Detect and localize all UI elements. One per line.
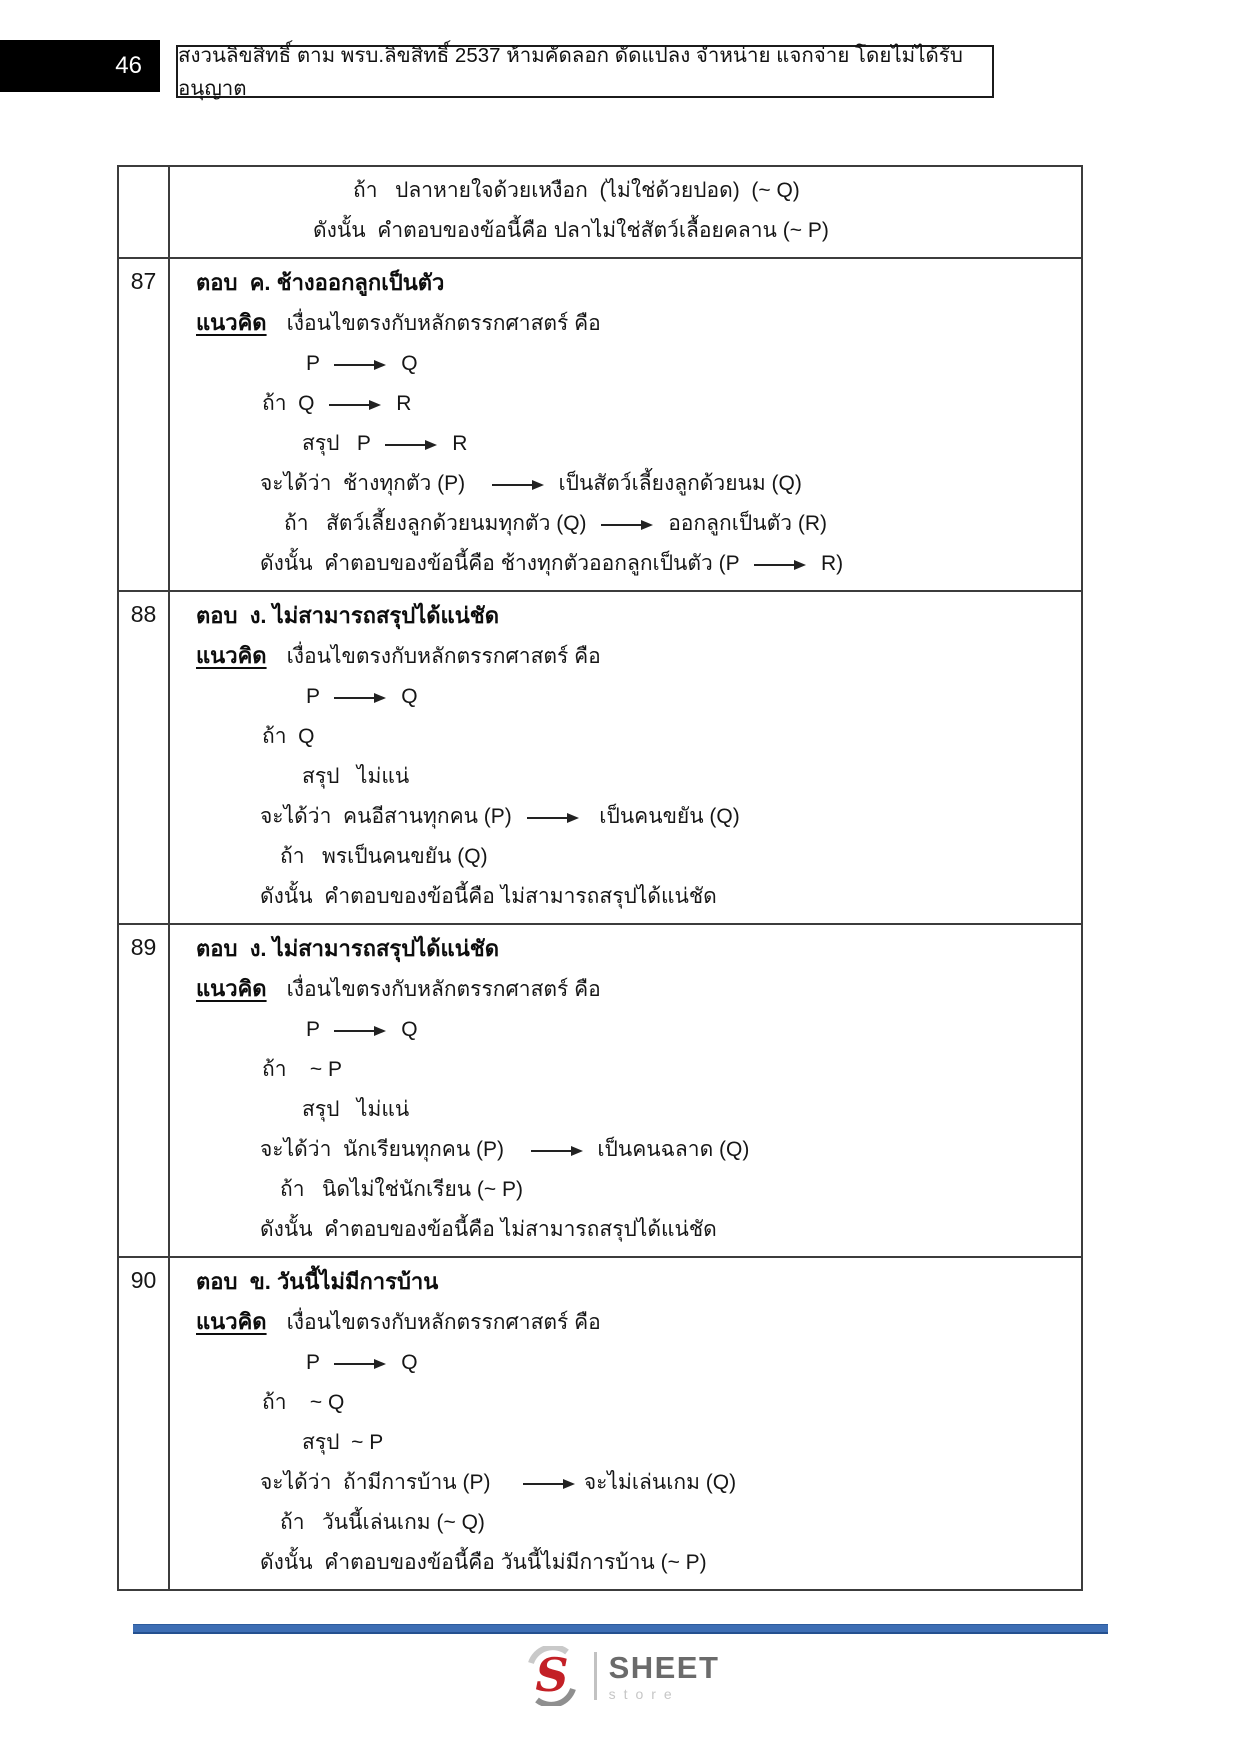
answer-line: ตอบ ข. วันนี้ไม่มีการบ้าน	[196, 1269, 439, 1294]
brand-subtitle: store	[608, 1685, 680, 1702]
right-arrow-icon	[334, 360, 386, 370]
solution-line: ถ้า นิดไม่ใช่นักเรียน (~ P)	[280, 1178, 524, 1201]
solution-line: P Q	[306, 1351, 418, 1374]
logo-divider	[594, 1652, 597, 1700]
solution-cell	[170, 259, 1081, 590]
solution-line: จะได้ว่า นักเรียนทุกคน (P) เป็นคนฉลาด (Q)	[260, 1138, 750, 1161]
right-arrow-icon	[601, 520, 653, 530]
solution-line: P Q	[306, 685, 418, 708]
right-arrow-icon	[754, 560, 806, 570]
right-arrow-icon	[492, 480, 544, 490]
table-row	[119, 1256, 1081, 1589]
concept-line	[196, 969, 1071, 1010]
solution-line: สรุป ~ P	[302, 1431, 384, 1454]
question-number: 87	[119, 259, 170, 590]
right-arrow-icon	[527, 813, 579, 823]
solution-line: สรุป ไม่แน่	[302, 765, 410, 788]
solution-line: สรุป P R	[302, 432, 468, 455]
solution-line: ถ้า ~ Q	[262, 1391, 345, 1414]
concept-label: แนวคิด	[196, 310, 267, 335]
solution-line: ดังนั้น คำตอบของข้อนี้คือ ปลาไม่ใช่สัตว์เลื้อยคลาน (~ P)	[313, 219, 829, 242]
concept-text: เงื่อนไขตรงกับหลักตรรกศาสตร์ คือ	[286, 978, 601, 1001]
solution-line: จะได้ว่า คนอีสานทุกคน (P) เป็นคนขยัน (Q)	[260, 805, 740, 828]
solution-line: ถ้า ปลาหายใจด้วยเหงือก (ไม่ใช่ด้วยปอด) (~ Q)	[353, 179, 800, 202]
concept-label: แนวคิด	[196, 1309, 267, 1334]
page-number-box	[0, 40, 160, 92]
brand-text	[608, 1649, 720, 1702]
solution-table	[117, 165, 1083, 1591]
solution-line: ดังนั้น คำตอบของข้อนี้คือ วันนี้ไม่มีการบ้าน (~ P)	[260, 1551, 707, 1574]
table-row	[119, 590, 1081, 923]
sheet-store-logo	[0, 1646, 1241, 1706]
solution-line: ถ้า พรเป็นคนขยัน (Q)	[280, 845, 488, 868]
copyright-text: สงวนลิขสิทธิ์ ตาม พรบ.ลิขสิทธิ์ 2537 ห้ามคัดลอก ดัดแปลง จำหน่าย แจกจ่าย โดยไม่ได้รับอนุญาต	[178, 43, 963, 100]
concept-text: เงื่อนไขตรงกับหลักตรรกศาสตร์ คือ	[286, 312, 601, 335]
solution-cell	[170, 925, 1081, 1256]
svg-text:S: S	[534, 1648, 569, 1702]
solution-line: ถ้า สัตว์เลี้ยงลูกด้วยนมทุกตัว (Q) ออกลูกเป็นตัว (R)	[284, 512, 827, 535]
solution-line: จะได้ว่า ถ้ามีการบ้าน (P) จะไม่เล่นเกม (Q)	[260, 1471, 737, 1494]
solution-line: ถ้า Q R	[262, 392, 412, 415]
right-arrow-icon	[334, 693, 386, 703]
solution-line: ถ้า Q	[262, 725, 315, 748]
concept-line	[196, 636, 1071, 677]
solution-line: จะได้ว่า ช้างทุกตัว (P) เป็นสัตว์เลี้ยงลูกด้วยนม (Q)	[260, 472, 802, 495]
footer-divider-bar	[133, 1624, 1108, 1634]
right-arrow-icon	[329, 400, 381, 410]
page-number: 46	[115, 52, 142, 79]
sheet-store-logo-icon	[522, 1646, 582, 1706]
solution-line: ถ้า ~ P	[262, 1058, 342, 1081]
table-row	[119, 167, 1081, 257]
answer-line: ตอบ ง. ไม่สามารถสรุปได้แน่ชัด	[196, 603, 499, 628]
solution-line: P Q	[306, 1018, 418, 1041]
right-arrow-icon	[334, 1026, 386, 1036]
right-arrow-icon	[531, 1146, 583, 1156]
table-row	[119, 257, 1081, 590]
question-number: 90	[119, 1258, 170, 1589]
solution-line: ถ้า วันนี้เล่นเกม (~ Q)	[280, 1511, 485, 1534]
brand-name: SHEET	[608, 1649, 720, 1685]
solution-line: ดังนั้น คำตอบของข้อนี้คือ ไม่สามารถสรุปได้แน่ชัด	[260, 1218, 717, 1241]
solution-line: ดังนั้น คำตอบของข้อนี้คือ ช้างทุกตัวออกลูกเป็นตัว (P R)	[260, 552, 844, 575]
table-row	[119, 923, 1081, 1256]
question-number	[119, 167, 170, 257]
right-arrow-icon	[334, 1359, 386, 1369]
copyright-box	[176, 45, 994, 98]
concept-text: เงื่อนไขตรงกับหลักตรรกศาสตร์ คือ	[286, 1311, 601, 1334]
concept-label: แนวคิด	[196, 643, 267, 668]
right-arrow-icon	[523, 1479, 575, 1489]
solution-line: สรุป ไม่แน่	[302, 1098, 410, 1121]
answer-line: ตอบ ค. ช้างออกลูกเป็นตัว	[196, 270, 445, 295]
concept-text: เงื่อนไขตรงกับหลักตรรกศาสตร์ คือ	[286, 645, 601, 668]
solution-cell	[170, 167, 1081, 257]
question-number: 88	[119, 592, 170, 923]
concept-label: แนวคิด	[196, 976, 267, 1001]
right-arrow-icon	[385, 440, 437, 450]
solution-cell	[170, 1258, 1081, 1589]
solution-line: P Q	[306, 352, 418, 375]
question-number: 89	[119, 925, 170, 1256]
solution-line: ดังนั้น คำตอบของข้อนี้คือ ไม่สามารถสรุปได้แน่ชัด	[260, 885, 717, 908]
answer-line: ตอบ ง. ไม่สามารถสรุปได้แน่ชัด	[196, 936, 499, 961]
concept-line	[196, 1302, 1071, 1343]
concept-line	[196, 303, 1071, 344]
solution-cell	[170, 592, 1081, 923]
